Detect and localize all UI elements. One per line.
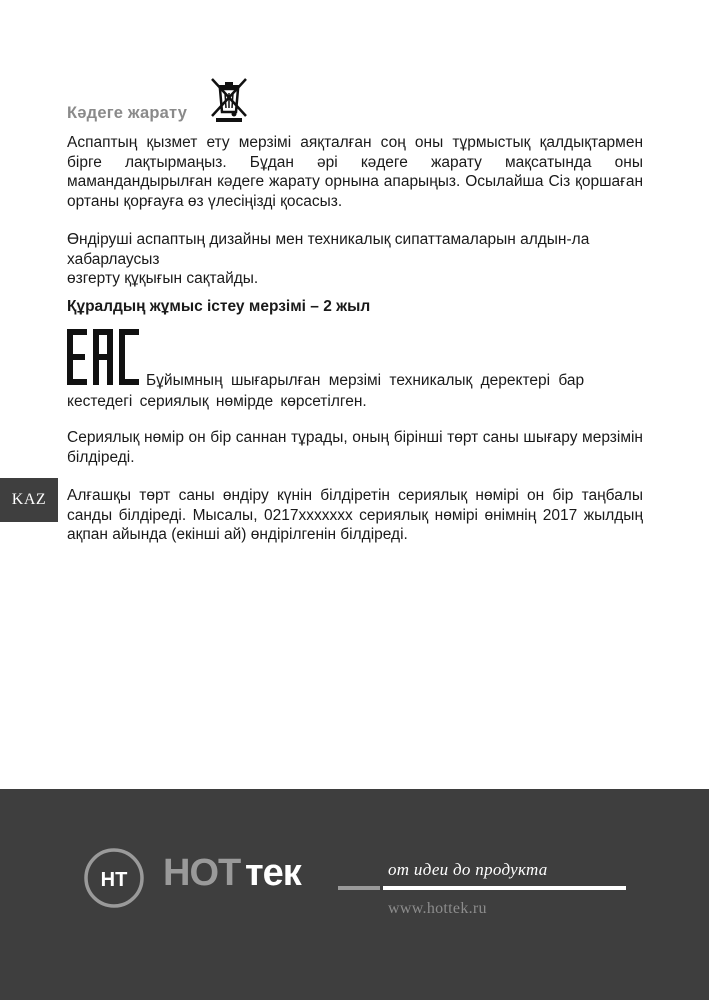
service-life: Құралдың жұмыс істеу мерзімі – 2 жыл [67,298,371,315]
logo-initials: НТ [100,869,128,891]
hottek-circle-logo [82,846,146,910]
manufacturer-note [67,230,643,289]
eac-text-line2: кестедегі сериялық нөмірде көрсетілген. [67,393,367,410]
manufacturer-note-line1: Өндіруші аспаптың дизайны мен техникалық сипаттамаларын алдын-ла хабарлаусыз [67,231,590,268]
eac-logo [67,329,139,385]
footer [0,789,709,1000]
crossed-out-wheelie-bin-icon [208,76,250,122]
serial-note: Сериялық нөмір он бір саннан тұрады, оның бірінші төрт саны шығару мерзімін білдіреді. [67,429,643,466]
eac-text-line1: Бұйымның шығарылған мерзімі техникалық деректері бар [146,372,585,389]
website-url: www.hottek.ru [388,900,487,917]
manufacturer-note-line2: өзгерту құқығын сақтайды. [67,270,259,287]
disposal-heading: Кәдеге жарату [67,104,188,122]
disposal-text: Аспаптың қызмет ету мерзімі аяқталған соң оны тұрмыстық қалдықтармен бірге лақтырмаңыз. Бұдан әрі кәдеге жарату мақсатында оны мамандандырылған кәдеге жарату орнына апарыңыз. Осылайша Сіз қоршаған ортаны қорғауға өз үлесіңізді қосасыз. [67,134,643,210]
slogan-underline-grey [338,886,380,890]
slogan-underline-white [383,886,626,890]
serial-example: Алғашқы төрт саны өндіру күнін білдіретін сериялық нөмірі он бір таңбалы санды білдіреді. Мысалы, 0217xxxxxxx сериялық нөмірі өнімнің 2017 жылдың ақпан айында (екінші ай) өндірілгенін білдіреді. [67,487,643,543]
language-tab: KAZ [0,478,58,522]
hottek-wordmark [163,852,319,892]
disposal-heading-row [67,76,367,126]
brand-part1: НОТ [163,852,241,892]
brand-part2: тек [245,852,301,892]
slogan: от идеи до продукта [388,860,548,879]
